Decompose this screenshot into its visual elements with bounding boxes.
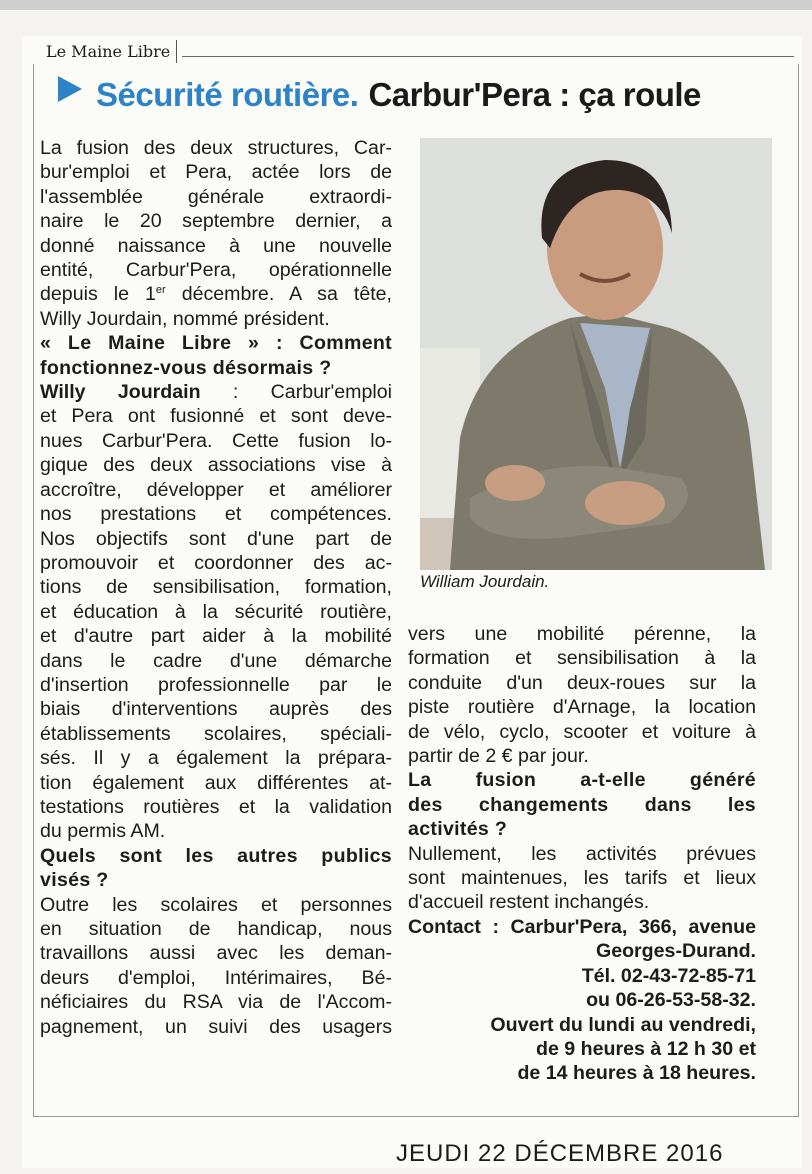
opening-hours: Ouvert du lundi au vendredi, (490, 1013, 756, 1036)
text-line: biais d'interventions auprès des (40, 698, 392, 721)
text-line: sont maintenues, les tarifs et lieux (408, 867, 756, 890)
text-line: en situation de handicap, nous (40, 918, 392, 940)
text-line: Outre les scolaires et personnes (40, 893, 392, 916)
text-line: du permis AM. (40, 820, 166, 843)
text-line: vers une mobilité pérenne, la (408, 623, 756, 645)
text-line: et Pera ont fusionné et sont deve- (40, 405, 392, 428)
text-line: de vélo, cyclo, scooter et voiture à (408, 720, 756, 743)
text-line: partir de 2 € par jour. (408, 745, 589, 768)
text-line: d'accueil restent inchangés. (408, 891, 650, 914)
contact-line: Contact : Carbur'Pera, 366, avenue (408, 915, 756, 938)
text-line: La fusion des deux structures, Car- (40, 137, 392, 159)
text-line: testations routières et la validation (40, 795, 392, 818)
text-line: conduite d'un deux-roues sur la (408, 671, 756, 694)
text-line: depuis le 1er décembre. A sa tête, (40, 283, 393, 306)
question-line: des changements dans les (408, 793, 756, 816)
text-line: Willy Jourdain, nommé président. (40, 307, 330, 330)
text-line: et d'autre part aider à la mobilité (40, 625, 392, 648)
contact-phone: ou 06-26-53-58-32. (586, 989, 756, 1012)
text-line: accroître, développer et améliorer (40, 478, 392, 501)
question-line: Quels sont les autres publics (40, 844, 392, 867)
text-line: travaillons aussi avec les deman- (40, 942, 392, 965)
text-line: bur'emploi et Pera, actée lors de (40, 161, 392, 184)
text-line: établissements scolaires, spéciali- (40, 722, 392, 745)
title-kicker: Sécurité routière. (96, 76, 359, 113)
text-line: pagnement, un suivi des usagers (40, 1015, 392, 1038)
text-line: l'assemblée générale extraordi- (40, 185, 392, 208)
text-line: Nos objectifs sont d'une part de (40, 527, 392, 550)
column-right (408, 622, 756, 1086)
title-headline: Carbur'Pera : ça roule (368, 76, 701, 113)
portrait-illustration (420, 138, 772, 570)
question-line: La fusion a-t-elle généré (408, 769, 756, 792)
text-line: deurs d'emploi, Intérimaires, Bé- (40, 966, 392, 989)
text-line: néficiaires du RSA via de l'Accom- (40, 991, 392, 1014)
question-line: fonctionnez-vous désormais ? (40, 356, 332, 379)
text-line: nos prestations et compétences. (40, 503, 392, 526)
text-line: Nullement, les activités prévues (408, 842, 756, 865)
play-triangle-icon (58, 76, 82, 102)
article-title (58, 76, 788, 114)
text-line: dans le cadre d'une démarche (40, 649, 392, 672)
contact-phone: Tél. 02-43-72-85-71 (581, 964, 756, 987)
question-line: activités ? (408, 818, 508, 841)
text-line: formation et sensibilisation à la (408, 647, 756, 670)
opening-hours: de 9 heures à 12 h 30 et (536, 1037, 756, 1060)
text-line: sés. Il y a également la prépara- (40, 747, 392, 770)
photo-caption: William Jourdain. (420, 572, 550, 591)
text-line: tions de sensibilisation, formation, (40, 576, 392, 599)
text-line: tion également aux différentes at- (40, 771, 392, 794)
text-line: Willy Jourdain : Carbur'emploi (40, 381, 392, 404)
text-line: d'insertion professionnelle par le (40, 673, 392, 696)
text-line: piste routière d'Arnage, la location (408, 696, 756, 719)
publication-date: JEUDI 22 DÉCEMBRE 2016 (396, 1140, 724, 1167)
question-line: visés ? (40, 869, 109, 892)
top-band (0, 0, 812, 10)
portrait-photo (420, 138, 772, 570)
text-line: nues Carbur'Pera. Cette fusion lo- (40, 429, 392, 452)
text-line: entité, Carbur'Pera, opérationnelle (40, 259, 392, 282)
text-line: donné naissance à une nouvelle (40, 234, 392, 257)
header-rule (182, 56, 794, 57)
text-line: naire le 20 septembre dernier, a (40, 210, 392, 233)
column-left (40, 136, 392, 1039)
newspaper-name: Le Maine Libre (40, 40, 177, 63)
text-line: gique des deux associations vise à (40, 454, 392, 477)
question-line: « Le Maine Libre » : Comment (40, 332, 392, 355)
text-line: promouvoir et coordonner des ac- (40, 551, 392, 574)
opening-hours: de 14 heures à 18 heures. (517, 1062, 756, 1085)
text-line: et éducation à la sécurité routière, (40, 600, 392, 623)
contact-line: Georges-Durand. (595, 940, 756, 963)
